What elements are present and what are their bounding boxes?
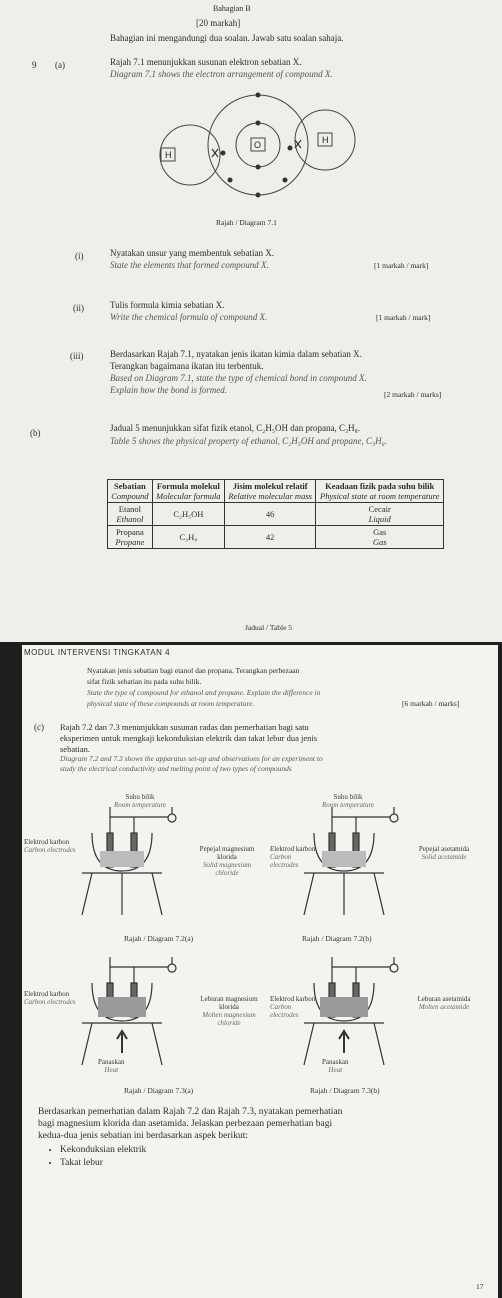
diagram-7-2a-caption: Rajah / Diagram 7.2(a) (124, 934, 194, 943)
diag-d-electrode-label: Elektrod karbon Carbon electrodes (270, 995, 316, 1019)
atom-label-o: O (254, 140, 262, 150)
diag-c-substance-label: Leburan magnesium klorida Molten magnesium chloride (200, 995, 258, 1027)
apparatus-diagrams (22, 775, 498, 1105)
q-text-en-1: State the type of compound for ethanol and propane. Explain the difference in (87, 688, 321, 697)
qi-text-en: State the elements that formed compound X. (110, 260, 269, 270)
diag-a-electrode-label: Elektrod karbon Carbon electrodes (24, 838, 76, 854)
q9a-text-ms: Rajah 7.1 menunjukkan susunan elektron sebatian X. (110, 57, 302, 67)
qc-text-ms-3: sebatian. (60, 744, 90, 754)
table-cell-state: Cecair Liquid (316, 503, 444, 526)
table-cell-mass: 42 (224, 526, 315, 549)
qiii-text-ms-1: Berdasarkan Rajah 7.1, nyatakan jenis ikatan kimia dalam sebatian X. (110, 349, 362, 359)
page-one (0, 0, 502, 642)
electron-arrangement-diagram (140, 85, 380, 225)
table-cell-formula: C₂H₅OH (152, 503, 224, 526)
table-header-row (108, 480, 444, 503)
diag-c-electrode-label: Elektrod karbon Carbon electrodes (24, 990, 76, 1006)
qb-text-en: Table 5 shows the physical property of ethanol, C₂H₅OH and propane, C₃H₈. (110, 436, 388, 446)
page-number: 17 (476, 1282, 484, 1291)
aspect-bullet-list (46, 1144, 146, 1170)
table-cell-compound: Etanol Ethanol (108, 503, 153, 526)
list-item: • Kekonduksian elektrik (60, 1144, 146, 1157)
qc-text-ms-1: Rajah 7.2 dan 7.3 menunjukkan susunan radas dan pemerhatian bagi satu (60, 722, 309, 732)
module-header: MODUL INTERVENSI TINGKATAN 4 (24, 648, 171, 657)
q9a-label: (a) (55, 60, 65, 70)
paragraph-line-3: kedua-dua jenis sebatian ini berdasarkan aspek berikut: (38, 1131, 248, 1141)
qc-text-en-2: study the electrical conductivity and melting point of two types of compounds (60, 764, 292, 773)
q-text-en-2: physical state of these compounds at room temperature. (87, 699, 255, 708)
diag-d-heat-label: Panaskan Heat (322, 1058, 349, 1074)
diagram-7-2b-caption: Rajah / Diagram 7.2(b) (302, 934, 372, 943)
qiii-text-ms-2: Terangkan bagaimana ikatan itu terbentuk. (110, 361, 264, 371)
question-number: 9 (32, 60, 37, 70)
table-header-cell: Jisim molekul relatif Relative molecular mass (224, 480, 315, 503)
paragraph-line-2: bagi magnesium klorida dan asetamida. Jelaskan perbezaan pemerhatian bagi (38, 1119, 333, 1129)
table-header-cell: Formula molekul Molecular formula (152, 480, 224, 503)
q-marks: [6 markah / marks] (402, 699, 460, 708)
table-header-cell: Sebatian Compound (108, 480, 153, 503)
qc-text-en-1: Diagram 7.2 and 7.3 shows the apparatus set-up and observations for an experiment to (60, 754, 323, 763)
physical-property-table (107, 479, 444, 549)
qiii-text-en-1: Based on Diagram 7.1, state the type of chemical bond in compound X. (110, 373, 367, 383)
table-header-cell: Keadaan fizik pada suhu bilik Physical state at room temperature (316, 480, 444, 503)
qc-label: (c) (34, 722, 44, 732)
q9a-text-en: Diagram 7.1 shows the electron arrangement of compound X. (110, 69, 333, 79)
diagram-7-3b-caption: Rajah / Diagram 7.3(b) (310, 1086, 380, 1095)
atom-label-h-left: H (165, 150, 172, 160)
qb-label: (b) (30, 428, 41, 438)
table-cell-compound: Propana Propane (108, 526, 153, 549)
qi-text-ms: Nyatakan unsur yang membentuk sebatian X. (110, 248, 274, 258)
table-caption: Jadual / Table 5 (245, 623, 293, 632)
paragraph-line-1: Berdasarkan pemerhatian dalam Rajah 7.2 dan Rajah 7.3, nyatakan pemerhatian (38, 1107, 343, 1117)
section-header: Bahagian B (213, 4, 251, 13)
diag-b-electrode-label: Elektrod karbon Carbon electrodes (270, 845, 316, 869)
qi-label: (i) (75, 251, 84, 261)
diagram-7-1-caption: Rajah / Diagram 7.1 (216, 218, 277, 227)
atom-label-h-right: H (322, 135, 329, 145)
qi-marks: [1 markah / mark] (374, 261, 429, 270)
table-cell-mass: 46 (224, 503, 315, 526)
qii-marks: [1 markah / mark] (376, 313, 431, 322)
diag-d-substance-label: Leburan asetamida Molten acetamide (417, 995, 471, 1011)
q-text-ms-2: sifat fizik sebatian itu pada suhu bilik. (87, 677, 202, 686)
diag-c-heat-label: Panaskan Heat (98, 1058, 125, 1074)
list-item: • Takat lebur (60, 1157, 146, 1170)
qiii-label: (iii) (70, 351, 84, 361)
table-row (108, 526, 444, 549)
instruction-text: Bahagian ini mengandungi dua soalan. Jawab satu soalan sahaja. (110, 33, 344, 43)
apparatus-diagram-c (82, 957, 176, 1065)
qb-text-ms: Jadual 5 menunjukkan sifat fizik etanol, C₂H₅OH dan propana, C₃H₈. (110, 423, 360, 433)
table-cell-formula: C₃H₈ (152, 526, 224, 549)
qii-text-en: Write the chemical formula of compound X. (110, 312, 268, 322)
q-text-ms-1: Nyatakan jenis sebatian bagi etanol dan propana. Terangkan perbezaan (87, 666, 300, 675)
table-cell-state: Gas Gas (316, 526, 444, 549)
qii-text-ms: Tulis formula kimia sebatian X. (110, 300, 225, 310)
page-two (22, 645, 498, 1298)
diag-b-room-label: Suhu bilik Room temperature (322, 793, 375, 809)
qiii-marks: [2 markah / marks] (384, 390, 442, 399)
table-row (108, 503, 444, 526)
qiii-text-en-2: Explain how the bond is formed. (110, 385, 227, 395)
diag-a-substance-label: Pepejal magnesium klorida Solid magnesium chloride (199, 845, 255, 877)
qc-text-ms-2: eksperimen untuk mengkaji kekonduksian elektrik dan takat lebur dua jenis (60, 733, 318, 743)
diag-a-room-label: Suhu bilik Room temperature (114, 793, 167, 809)
marks-total: [20 markah] (196, 18, 241, 28)
apparatus-diagram-a (82, 807, 176, 915)
qii-label: (ii) (73, 303, 84, 313)
diagram-7-3a-caption: Rajah / Diagram 7.3(a) (124, 1086, 194, 1095)
diag-b-substance-label: Pepejal asetamida Solid acetamide (418, 845, 470, 861)
